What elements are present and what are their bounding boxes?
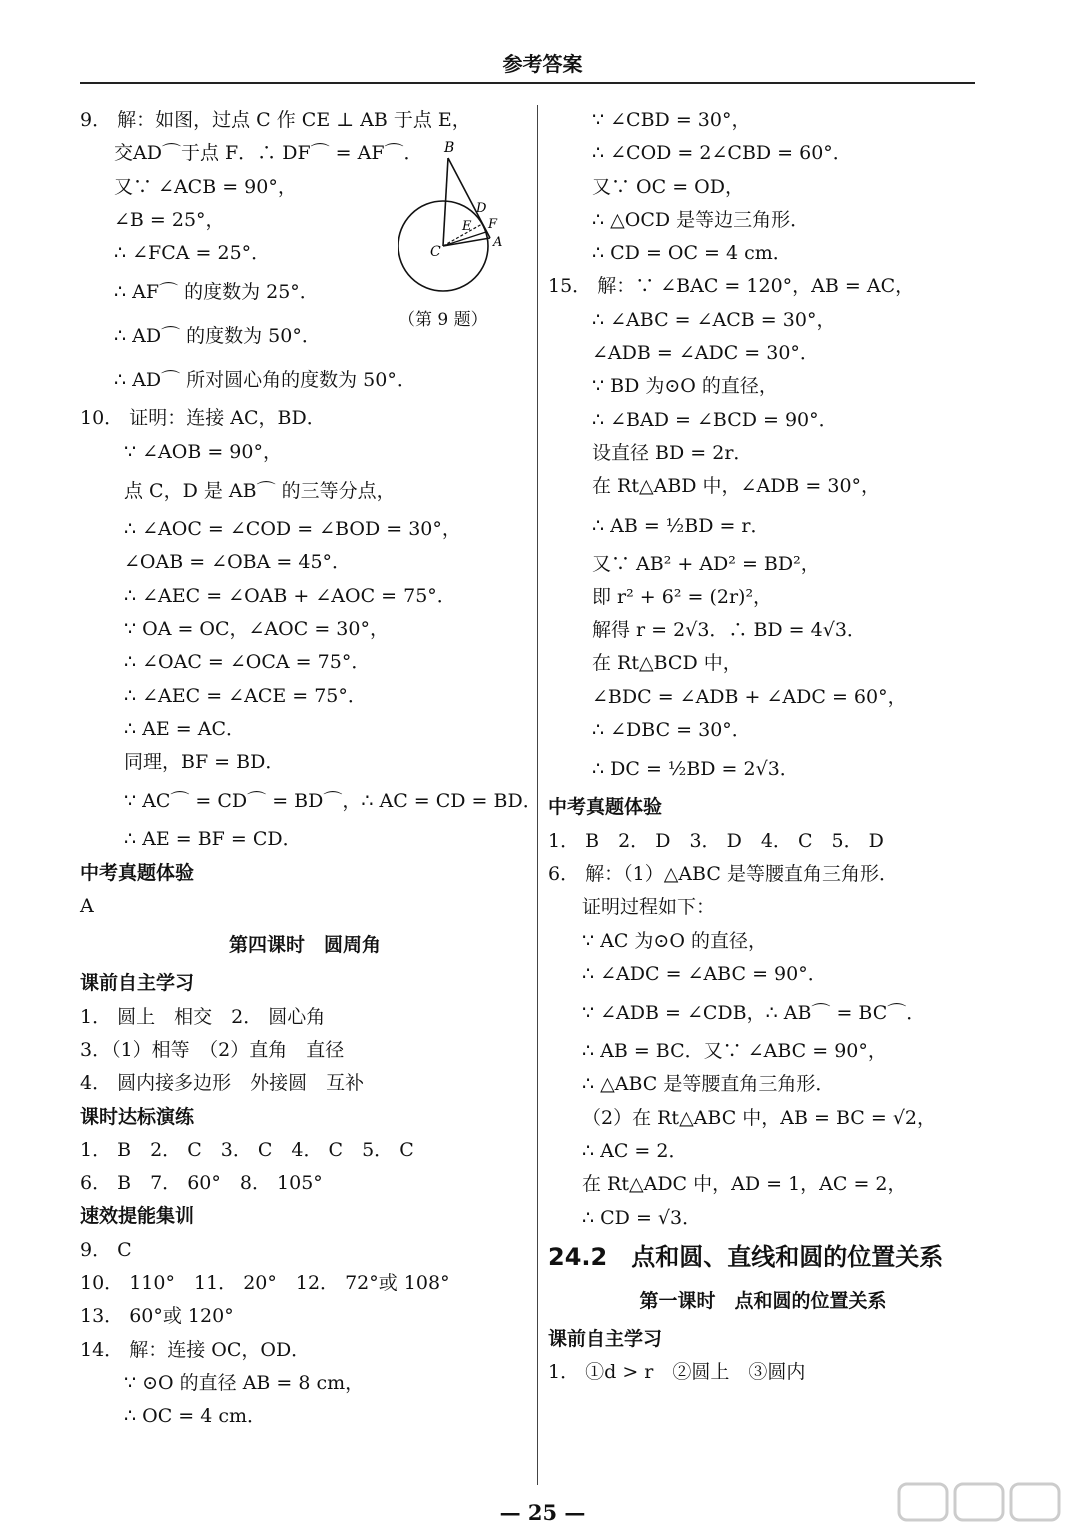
left-column-line: 1． B 2． C 3． C 4． C 5． C xyxy=(80,1138,414,1161)
left-column-line: 课时达标演练 xyxy=(80,1105,195,1128)
page-number: — 25 — xyxy=(499,1500,586,1525)
right-column-line: ∴ △OCD 是等边三角形． xyxy=(592,208,810,231)
right-column-line: ∠BDC = ∠ADB + ∠ADC = 60°， xyxy=(592,685,907,708)
right-column-line: 15． 解：∵ ∠BAC = 120°，AB = AC， xyxy=(548,275,915,298)
right-column-line: ∴ ∠COD = 2∠CBD = 60°． xyxy=(592,142,852,165)
left-column-line: ∴ ∠AEC = ∠OAB + ∠AOC = 75°． xyxy=(124,584,456,607)
right-column-line: ∴ DC = ½BD = 2√3． xyxy=(592,758,799,781)
right-column-line: ∴ AC = 2． xyxy=(582,1140,688,1163)
figure-label: E xyxy=(462,219,472,234)
left-column-line: 同理，BF = BD． xyxy=(124,751,285,774)
right-column-line: 24.2 点和圆、直线和圆的位置关系 xyxy=(548,1242,944,1271)
left-column-line: 第四课时 圆周角 xyxy=(228,934,381,957)
right-column-line: 解得 r = 2√3．∴ BD = 4√3． xyxy=(592,619,866,642)
right-column-line: （2）在 Rt△ABC 中，AB = BC = √2， xyxy=(582,1106,937,1129)
right-column-line: 又∵ OC = OD， xyxy=(592,175,744,198)
left-column-line: ∴ ∠AEC = ∠ACE = 75°． xyxy=(124,684,367,707)
right-column-line: ∴ AB = BC．又∵ ∠ABC = 90°， xyxy=(582,1040,887,1063)
left-column-line: 速效提能集训 xyxy=(80,1205,195,1228)
right-column-line: ∴ ∠BAD = ∠BCD = 90°． xyxy=(592,408,838,431)
right-column-line: ∴ AB = ½BD = r． xyxy=(592,514,770,537)
figure-label: D xyxy=(476,201,487,216)
figure-segment-ca xyxy=(443,238,490,246)
left-column-line: ∠OAB = ∠OBA = 45°． xyxy=(124,551,352,574)
left-column-line: 10． 110° 11． 20° 12． 72°或 108° xyxy=(80,1272,450,1295)
left-column-line: 交AD⌒于点 F．∴ DF⌒ = AF⌒． xyxy=(114,142,423,165)
right-column-line: ∠ADB = ∠ADC = 30°． xyxy=(592,342,819,365)
left-column-line: 中考真题体验 xyxy=(80,861,195,884)
left-column-line: ∴ OC = 4 cm． xyxy=(124,1405,267,1428)
watermark-logo xyxy=(895,1480,1065,1536)
left-column-line: 9． C xyxy=(80,1238,132,1261)
right-column-line: ∴ ∠ABC = ∠ACB = 30°， xyxy=(592,308,836,331)
right-column-line: 第一课时 点和圆的位置关系 xyxy=(639,1289,887,1312)
left-column-line: ∴ ∠OAC = ∠OCA = 75°． xyxy=(124,651,371,674)
left-column-line: ∵ ∠AOB = 90°， xyxy=(124,440,282,463)
figure-label: B xyxy=(444,140,455,156)
right-column-line: ∴ CD = OC = 4 cm． xyxy=(592,242,792,265)
header-rule xyxy=(80,82,975,84)
left-column-line: 又∵ ∠ACB = 90°， xyxy=(114,175,297,198)
figure-label: A xyxy=(493,235,503,250)
right-column-line: ∵ ∠CBD = 30°， xyxy=(592,109,751,131)
right-column-line: ∴ CD = √3． xyxy=(582,1206,702,1229)
left-column-line: 3．（1）相等 （2）直角 直径 xyxy=(80,1038,345,1061)
left-column-line: 点 C，D 是 AB⌒ 的三等分点， xyxy=(124,480,396,503)
figure-label: F xyxy=(488,217,498,232)
right-column-line: 又∵ AB² + AD² = BD²， xyxy=(592,552,820,575)
left-column-line: 14． 解：连接 OC，OD． xyxy=(80,1338,311,1361)
right-column-line: 在 Rt△ABD 中，∠ADB = 30°， xyxy=(592,475,881,498)
right-column-line: 课前自主学习 xyxy=(548,1327,663,1350)
left-column-line: 10． 证明：连接 AC，BD． xyxy=(80,407,326,430)
left-column-line: ∵ ⊙O 的直径 AB = 8 cm， xyxy=(124,1371,365,1394)
left-column-line: ∵ OA = OC，∠AOC = 30°， xyxy=(124,617,389,640)
figure-label: C xyxy=(430,244,441,260)
right-column-line: 在 Rt△BCD 中， xyxy=(592,652,742,675)
right-column-line: 6． 解：（1）△ABC 是等腰直角三角形． xyxy=(548,862,898,885)
right-column-line: 即 r² + 6² = (2r)²， xyxy=(592,585,773,608)
left-column-line: ∴ ∠AOC = ∠COD = ∠BOD = 30°， xyxy=(124,518,461,541)
right-column xyxy=(548,104,978,1390)
left-column-line: 6． B 7． 60° 8． 105° xyxy=(80,1172,323,1195)
left-column-line: A xyxy=(80,895,94,918)
right-column-line: ∵ BD 为⊙O 的直径， xyxy=(592,375,778,398)
right-column-line: 在 Rt△ADC 中，AD = 1，AC = 2， xyxy=(582,1173,907,1196)
left-column-line: 4． 圆内接多边形 外接圆 互补 xyxy=(80,1072,365,1095)
left-column-line: ∴ AE = BF = CD． xyxy=(124,828,302,851)
left-column-line: 9． 解：如图，过点 C 作 CE ⊥ AB 于点 E， xyxy=(80,109,471,131)
right-column-line: ∵ AC 为⊙O 的直径， xyxy=(582,929,767,952)
left-column-line: 1． 圆上 相交 2． 圆心角 xyxy=(80,1005,326,1028)
left-column-line: ∵ AC⌒ = CD⌒ = BD⌒，∴ AC = CD = BD． xyxy=(124,790,542,813)
left-column-line: ∠B = 25°， xyxy=(114,208,225,231)
left-column-line: ∴ AF⌒ 的度数为 25°． xyxy=(114,281,319,304)
right-column-line: 1． ①d > r ②圆上 ③圆内 xyxy=(548,1361,806,1384)
left-column-line: ∴ AD⌒ 的度数为 50°． xyxy=(114,325,321,348)
left-column-line: 课前自主学习 xyxy=(80,972,195,995)
right-column-line: 1． B 2． D 3． D 4． C 5． D xyxy=(548,829,884,852)
right-column-line: 设直径 BD = 2r． xyxy=(592,441,753,464)
left-column-line: ∴ ∠FCA = 25°． xyxy=(114,242,271,265)
left-column-line: 13． 60°或 120° xyxy=(80,1305,234,1328)
left-column-line: ∴ AE = AC． xyxy=(124,717,245,740)
right-column-line: 中考真题体验 xyxy=(548,796,663,819)
right-column-line: ∴ ∠ADC = ∠ABC = 90°． xyxy=(582,962,827,985)
left-column-line: ∴ AD⌒ 所对圆心角的度数为 50°． xyxy=(114,369,416,392)
right-column-line: 证明过程如下： xyxy=(582,896,716,919)
right-column-line: ∴ △ABC 是等腰直角三角形． xyxy=(582,1073,835,1096)
right-column-line: ∴ ∠DBC = 30°． xyxy=(592,719,751,742)
figure-caption: （第 9 题） xyxy=(398,310,488,330)
right-column-line: ∵ ∠ADB = ∠CDB，∴ AB⌒ = BC⌒． xyxy=(582,1002,926,1025)
page-header: 参考答案 xyxy=(502,52,583,76)
